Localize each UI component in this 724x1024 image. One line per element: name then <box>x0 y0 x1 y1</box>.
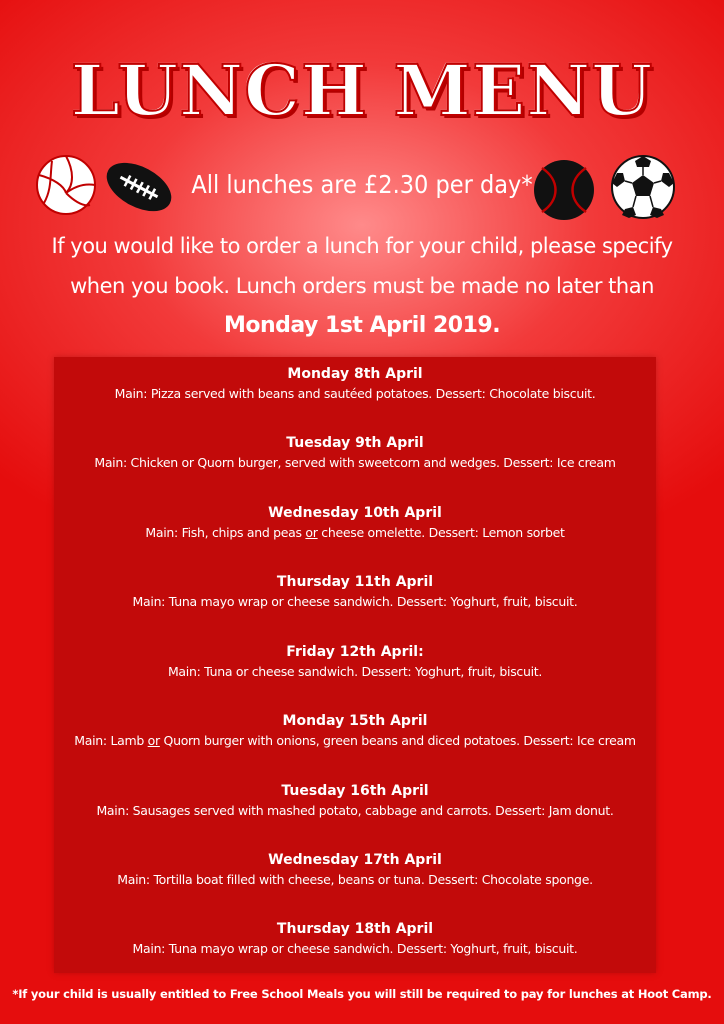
menu-panel <box>54 357 656 973</box>
day-title: Monday 8th April <box>287 366 423 382</box>
day-description-part: Quorn burger with onions, green beans and diced potatoes. Dessert: Ice cream <box>159 733 636 748</box>
menu-day <box>54 364 656 404</box>
day-description-part: Main: Fish, chips and peas <box>145 525 306 540</box>
day-description: Main: Chicken or Quorn burger, served with sweetcorn and wedges. Dessert: Ice cream <box>94 455 616 470</box>
day-description-part: Main: Lamb <box>74 733 148 748</box>
intro-text <box>20 226 704 346</box>
day-description: Main: Pizza served with beans and sautéed potatoes. Dessert: Chocolate biscuit. <box>114 386 596 401</box>
intro-line-2: when you book. Lunch orders must be made no later than <box>70 274 654 298</box>
day-title: Thursday 11th April <box>276 574 434 590</box>
order-deadline: Monday 1st April 2019. <box>223 313 501 338</box>
menu-day <box>54 572 656 612</box>
menu-day <box>54 850 656 890</box>
price-line: All lunches are £2.30 per day* <box>191 170 533 199</box>
page-title: LUNCH MENU <box>70 49 654 132</box>
menu-day <box>54 433 656 473</box>
day-title: Friday 12th April: <box>286 644 424 660</box>
underlined-or: or <box>305 525 318 540</box>
menu-day <box>54 919 656 959</box>
day-description: Main: Tuna or cheese sandwich. Dessert: Yoghurt, fruit, biscuit. <box>167 664 543 679</box>
menu-day <box>54 642 656 682</box>
day-description: Main: Tuna mayo wrap or cheese sandwich. Dessert: Yoghurt, fruit, biscuit. <box>132 941 578 956</box>
underlined-or: or <box>147 733 160 748</box>
day-title: Monday 15th April <box>282 713 428 729</box>
day-title: Wednesday 17th April <box>268 852 442 868</box>
menu-day <box>54 503 656 543</box>
day-description <box>54 523 656 543</box>
day-title: Wednesday 10th April <box>268 505 442 521</box>
footnote: *If your child is usually entitled to Free School Meals you will still be required to pay for lunches at Hoot Camp. <box>12 987 712 1001</box>
day-description: Main: Tortilla boat filled with cheese, beans or tuna. Dessert: Chocolate sponge. <box>117 872 593 887</box>
day-description-part: cheese omelette. Dessert: Lemon sorbet <box>317 525 565 540</box>
menu-day <box>54 781 656 821</box>
day-title: Tuesday 16th April <box>281 783 429 799</box>
day-description: Main: Tuna mayo wrap or cheese sandwich. Dessert: Yoghurt, fruit, biscuit. <box>132 594 578 609</box>
day-title: Thursday 18th April <box>276 921 434 937</box>
day-description: Main: Sausages served with mashed potato, cabbage and carrots. Dessert: Jam donut. <box>96 803 614 818</box>
menu-day <box>54 711 656 751</box>
day-description <box>54 731 656 751</box>
day-title: Tuesday 9th April <box>286 435 424 451</box>
intro-line-1: If you would like to order a lunch for your child, please specify <box>51 234 673 258</box>
